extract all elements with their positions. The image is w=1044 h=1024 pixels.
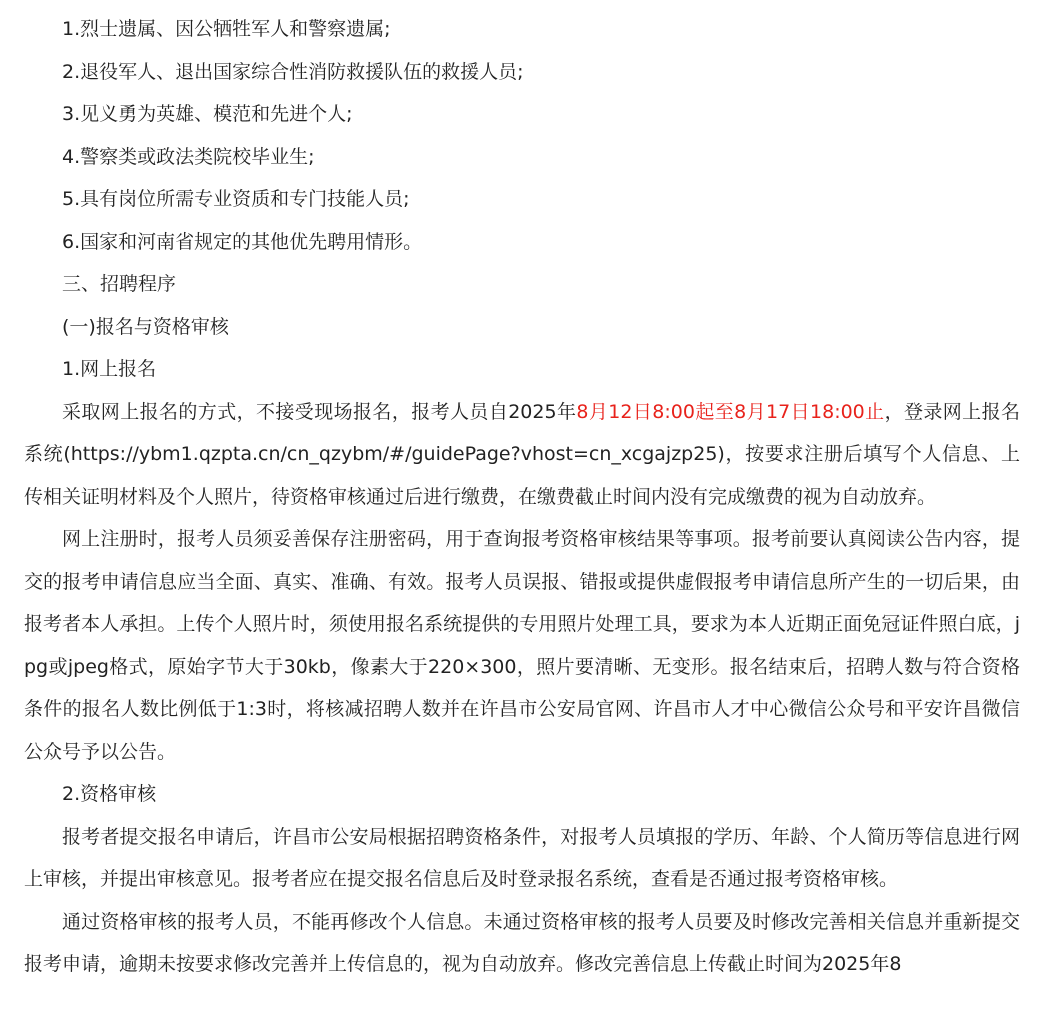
registration-text-part3: ，登录网上报名系统(https://ybm1.qzpta.cn/cn_qzybm/#/guidePage?vhost=cn_xcgajzp25)，按要求注册后填写个人信息、上传相关证明材料及个人照片，待资格审核通过后进行缴费，在缴费截止时间内没有完成缴费的视为自动放弃。 <box>24 400 1020 508</box>
registration-end-time: 至8月17日18:00止 <box>714 400 885 423</box>
document-body <box>24 8 1020 986</box>
registration-start-time: 8月12日8:00 <box>576 400 695 423</box>
qualification-review-heading: 2.资格审核 <box>62 783 157 805</box>
review-paragraph: 报考者提交报名申请后，许昌市公安局根据招聘资格条件，对报考人员填报的学历、年龄、个人简历等信息进行网上审核，并提出审核意见。报考者应在提交报名信息后及时登录报名系统，查看是否通过报考资格审核。 <box>24 825 1020 890</box>
list-item-6: 6.国家和河南省规定的其他优先聘用情形。 <box>62 230 423 253</box>
list-item-4: 4.警察类或政法类院校毕业生; <box>62 145 315 168</box>
subsection-heading: (一)报名与资格审核 <box>62 315 229 338</box>
list-item-2: 2.退役军人、退出国家综合性消防救援队伍的救援人员; <box>62 60 524 83</box>
registration-connector: 起 <box>694 400 715 423</box>
registration-paragraph <box>24 391 1020 519</box>
passed-review-paragraph: 通过资格审核的报考人员，不能再修改个人信息。未通过资格审核的报考人员要及时修改完善相关信息并重新提交报考申请，逾期未按要求修改完善并上传信息的，视为自动放弃。修改完善信息上传截止时间为2025年8 <box>24 910 1020 975</box>
registration-notes-paragraph: 网上注册时，报考人员须妥善保存注册密码，用于查询报考资格审核结果等事项。报考前要认真阅读公告内容，提交的报考申请信息应当全面、真实、准确、有效。报考人员误报、错报或提供虚假报考申请信息所产生的一切后果，由报考者本人承担。上传个人照片时，须使用报名系统提供的专用照片处理工具，要求为本人近期正面免冠证件照白底，jpg或jpeg格式，原始字节大于30kb，像素大于220×300，照片要清晰、无变形。报名结束后，招聘人数与符合资格条件的报名人数比例低于1:3时，将核减招聘人数并在许昌市公安局官网、许昌市人才中心微信公众号和平安许昌微信公众号予以公告。 <box>24 528 1020 763</box>
list-item-3: 3.见义勇为英雄、模范和先进个人; <box>62 103 353 125</box>
list-item-1: 1.烈士遗属、因公牺牲军人和警察遗属; <box>62 18 391 40</box>
registration-text-part1: 采取网上报名的方式，不接受现场报名，报考人员自2025年 <box>62 400 577 423</box>
section-heading: 三、招聘程序 <box>62 273 177 295</box>
list-item-5: 5.具有岗位所需专业资质和专门技能人员; <box>62 188 410 210</box>
online-registration-heading: 1.网上报名 <box>62 358 157 380</box>
